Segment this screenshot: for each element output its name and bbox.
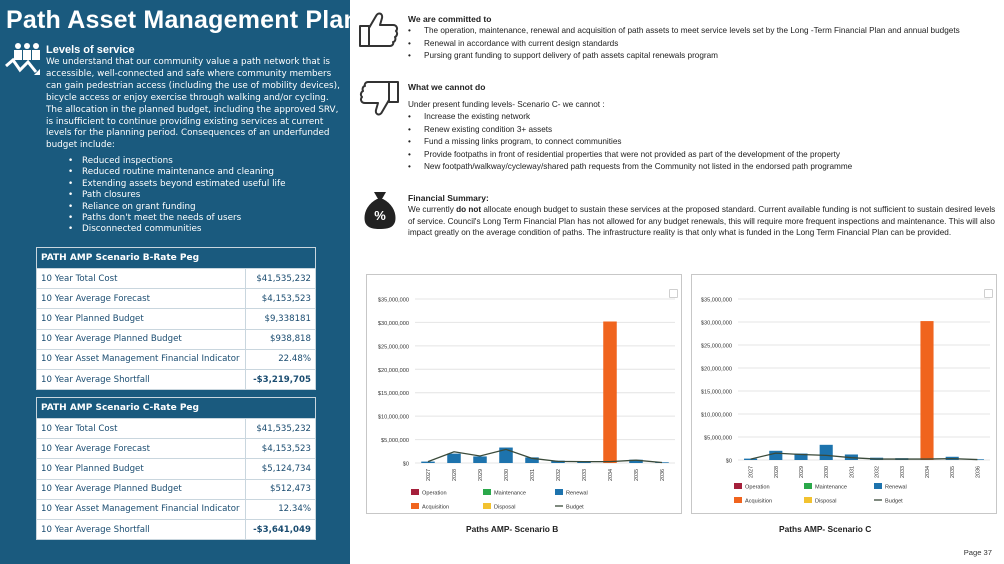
consequences-list — [68, 156, 286, 236]
row-value: $41,535,232 — [246, 269, 316, 289]
row-value: $9,338181 — [246, 309, 316, 329]
list-item: • Renew existing condition 3+ assets — [408, 124, 852, 137]
download-icon[interactable] — [669, 289, 678, 298]
levels-of-service-heading: Levels of service — [46, 44, 135, 56]
y-tick-label: $5,000,000 — [381, 438, 409, 445]
bar-acquisition — [603, 321, 617, 463]
legend-label: Acquisition — [422, 504, 450, 511]
x-tick-label: 2029 — [799, 466, 805, 478]
row-label: 10 Year Total Cost — [37, 269, 246, 289]
cannot-heading: What we cannot do — [408, 82, 486, 92]
table-row — [37, 369, 316, 389]
chart-svg — [692, 275, 998, 515]
table-row — [37, 439, 316, 459]
bar-renewal — [769, 451, 782, 460]
legend-label: Acquisition — [745, 498, 773, 505]
legend-swatch — [734, 497, 742, 503]
y-tick-label: $35,000,000 — [700, 297, 732, 304]
row-value: $5,124,734 — [246, 459, 316, 479]
row-label: 10 Year Average Planned Budget — [37, 479, 246, 499]
bar-renewal — [473, 456, 487, 463]
list-item: • Extending assets beyond estimated useful life — [68, 179, 286, 190]
budget-line — [751, 453, 978, 459]
financial-emphasis: do not — [456, 205, 482, 214]
y-tick-label: $30,000,000 — [377, 320, 409, 327]
list-item: • Reduced inspections — [68, 156, 286, 167]
thumbs-up-icon — [356, 8, 402, 50]
x-tick-label: 2033 — [582, 469, 588, 481]
row-value: $4,153,523 — [246, 439, 316, 459]
legend-label: Disposal — [815, 498, 837, 505]
legend-swatch — [555, 489, 563, 495]
x-tick-label: 2031 — [530, 469, 536, 481]
row-value: 12.34% — [246, 499, 316, 519]
budget-line — [428, 449, 662, 462]
legend-swatch — [483, 503, 491, 509]
list-item: • Pursing grant funding to support delivery of path assets capital renewals program — [408, 50, 960, 63]
list-item: • Fund a missing links program, to connect communities — [408, 136, 852, 149]
legend-swatch — [411, 489, 419, 495]
table-title: PATH AMP Scenario B-Rate Peg — [37, 248, 316, 269]
chart-title-c: Paths AMP- Scenario C — [779, 524, 872, 534]
bar-renewal — [447, 454, 461, 463]
page-number: Page 37 — [963, 548, 992, 557]
x-tick-label: 2033 — [899, 466, 906, 478]
scenario-c-chart — [691, 274, 997, 514]
scenario-b-table — [36, 247, 316, 390]
row-label: 10 Year Average Shortfall — [37, 369, 246, 389]
y-tick-label: $5,000,000 — [704, 435, 732, 442]
list-item: • Provide footpaths in front of residential properties that were not provided as part of the development of the property — [408, 149, 852, 162]
table-row — [37, 269, 316, 289]
table-row — [37, 309, 316, 329]
chart-svg — [367, 275, 683, 515]
y-tick-label: $0 — [402, 461, 409, 468]
row-label: 10 Year Average Planned Budget — [37, 329, 246, 349]
levels-of-service-paragraph: We understand that our community value a path network that is accessible, well-connected and safe where community members can gain pedestrian access (including the use of mobility devices), bicycle access or enjoy exercise through walking and/or cycling. The allocation in the planned budget, including the approved SRV, is insufficient to continue providing existing services at current levels for the planning period. Consequences of an underfunded budget include: — [46, 57, 340, 151]
scenario-b-chart — [366, 274, 682, 514]
legend-swatch — [804, 483, 812, 489]
table-row — [37, 479, 316, 499]
table-row — [37, 519, 316, 539]
x-tick-label: 2032 — [874, 466, 881, 478]
x-tick-label: 2036 — [660, 469, 666, 481]
row-value: -$3,219,705 — [246, 369, 316, 389]
row-value: $512,473 — [246, 479, 316, 499]
x-tick-label: 2035 — [634, 469, 640, 481]
y-tick-label: $35,000,000 — [377, 297, 409, 304]
thumbs-down-icon — [356, 78, 402, 120]
x-tick-label: 2028 — [773, 466, 780, 478]
x-tick-label: 2036 — [975, 466, 982, 478]
y-tick-label: $15,000,000 — [377, 391, 409, 398]
legend-swatch — [874, 483, 882, 489]
x-tick-label: 2030 — [504, 469, 510, 481]
legend-swatch — [411, 503, 419, 509]
legend-swatch — [804, 497, 812, 503]
people-chart-icon — [4, 42, 44, 78]
x-tick-label: 2028 — [452, 469, 458, 481]
x-tick-label: 2035 — [950, 466, 957, 478]
table-row — [37, 419, 316, 439]
svg-text:%: % — [374, 208, 386, 223]
row-label: 10 Year Average Shortfall — [37, 519, 246, 539]
row-label: 10 Year Average Forecast — [37, 439, 246, 459]
table-title: PATH AMP Scenario C-Rate Peg — [37, 398, 316, 419]
row-value: $938,818 — [246, 329, 316, 349]
legend-label: Disposal — [494, 504, 516, 511]
list-item: • The operation, maintenance, renewal and acquisition of path assets to meet service levels set by the Long -Term Financial Plan and annual budgets — [408, 25, 960, 38]
x-tick-label: 2032 — [556, 469, 562, 481]
y-tick-label: $15,000,000 — [700, 389, 732, 396]
list-item: • Reliance on grant funding — [68, 202, 286, 213]
row-value: $41,535,232 — [246, 419, 316, 439]
y-tick-label: $20,000,000 — [700, 366, 732, 373]
cannot-intro: Under present funding levels- Scenario C- we cannot : — [408, 100, 605, 109]
row-label: 10 Year Total Cost — [37, 419, 246, 439]
list-item: • New footpath/walkway/cycleway/shared path requests from the Community not listed in the endorsed path programme — [408, 161, 852, 174]
row-value: 22.48% — [246, 349, 316, 369]
cannot-list — [408, 111, 852, 174]
money-bag-icon — [362, 190, 398, 230]
x-tick-label: 2034 — [608, 469, 614, 481]
financial-paragraph — [408, 204, 998, 239]
row-value: $4,153,523 — [246, 289, 316, 309]
x-tick-label: 2030 — [824, 466, 831, 478]
legend-label: Renewal — [566, 490, 588, 497]
x-tick-label: 2029 — [478, 469, 484, 481]
list-item: • Disconnected communities — [68, 224, 286, 235]
y-tick-label: $25,000,000 — [377, 344, 409, 351]
legend-label: Operation — [422, 490, 447, 497]
row-label: 10 Year Asset Management Financial Indicator — [37, 499, 246, 519]
y-tick-label: $30,000,000 — [700, 320, 732, 327]
row-value: -$3,641,049 — [246, 519, 316, 539]
financial-heading: Financial Summary: — [408, 193, 489, 203]
list-item: • Renewal in accordance with current design standards — [408, 38, 960, 51]
bar-renewal — [820, 445, 833, 460]
table-row — [37, 459, 316, 479]
list-item: • Path closures — [68, 190, 286, 201]
x-tick-label: 2027 — [748, 466, 755, 478]
table-row — [37, 329, 316, 349]
levels-of-service-panel — [0, 0, 359, 564]
page-title: Path Asset Management Plan — [6, 6, 359, 34]
download-icon[interactable] — [984, 289, 993, 298]
list-item: • Paths don't meet the needs of users — [68, 213, 286, 224]
y-tick-label: $0 — [725, 458, 732, 465]
legend-label: Operation — [745, 484, 770, 491]
legend-label: Renewal — [885, 484, 907, 491]
y-tick-label: $10,000,000 — [377, 414, 409, 421]
y-tick-label: $10,000,000 — [700, 412, 732, 419]
chart-title-b: Paths AMP- Scenario B — [466, 524, 559, 534]
table-row — [37, 349, 316, 369]
row-label: 10 Year Planned Budget — [37, 309, 246, 329]
row-label: 10 Year Planned Budget — [37, 459, 246, 479]
list-item: • Reduced routine maintenance and cleaning — [68, 167, 286, 178]
row-label: 10 Year Average Forecast — [37, 289, 246, 309]
legend-label: Budget — [885, 498, 903, 505]
legend-swatch — [483, 489, 491, 495]
committed-heading: We are committed to — [408, 14, 492, 24]
legend-label: Maintenance — [494, 490, 527, 497]
financial-text: We currently — [408, 205, 457, 214]
bar-acquisition — [920, 321, 933, 460]
x-tick-label: 2034 — [925, 466, 931, 478]
bar-renewal — [421, 462, 435, 463]
x-tick-label: 2031 — [849, 466, 856, 478]
committed-list — [408, 25, 960, 63]
list-item: • Increase the existing network — [408, 111, 852, 124]
row-label: 10 Year Asset Management Financial Indicator — [37, 349, 246, 369]
legend-label: Maintenance — [815, 484, 848, 491]
y-tick-label: $20,000,000 — [377, 367, 409, 374]
x-tick-label: 2027 — [426, 469, 432, 481]
table-row — [37, 499, 316, 519]
y-tick-label: $25,000,000 — [700, 343, 732, 350]
legend-label: Budget — [566, 504, 584, 511]
table-row — [37, 289, 316, 309]
financial-text: allocate enough budget to sustain these services at the proposed standard. Current available funding is not sufficient to sustain desired levels of service. Council's Long Term Financial Plan has not allowed for any budget renewals, this will require more frequent inspections and maintenance. This will also impact greatly on the average condition of paths. The infrastructure reality is that only what is funded in the Long Term Financial Plan can be provided. — [408, 205, 996, 238]
scenario-c-table — [36, 397, 316, 540]
legend-swatch — [734, 483, 742, 489]
